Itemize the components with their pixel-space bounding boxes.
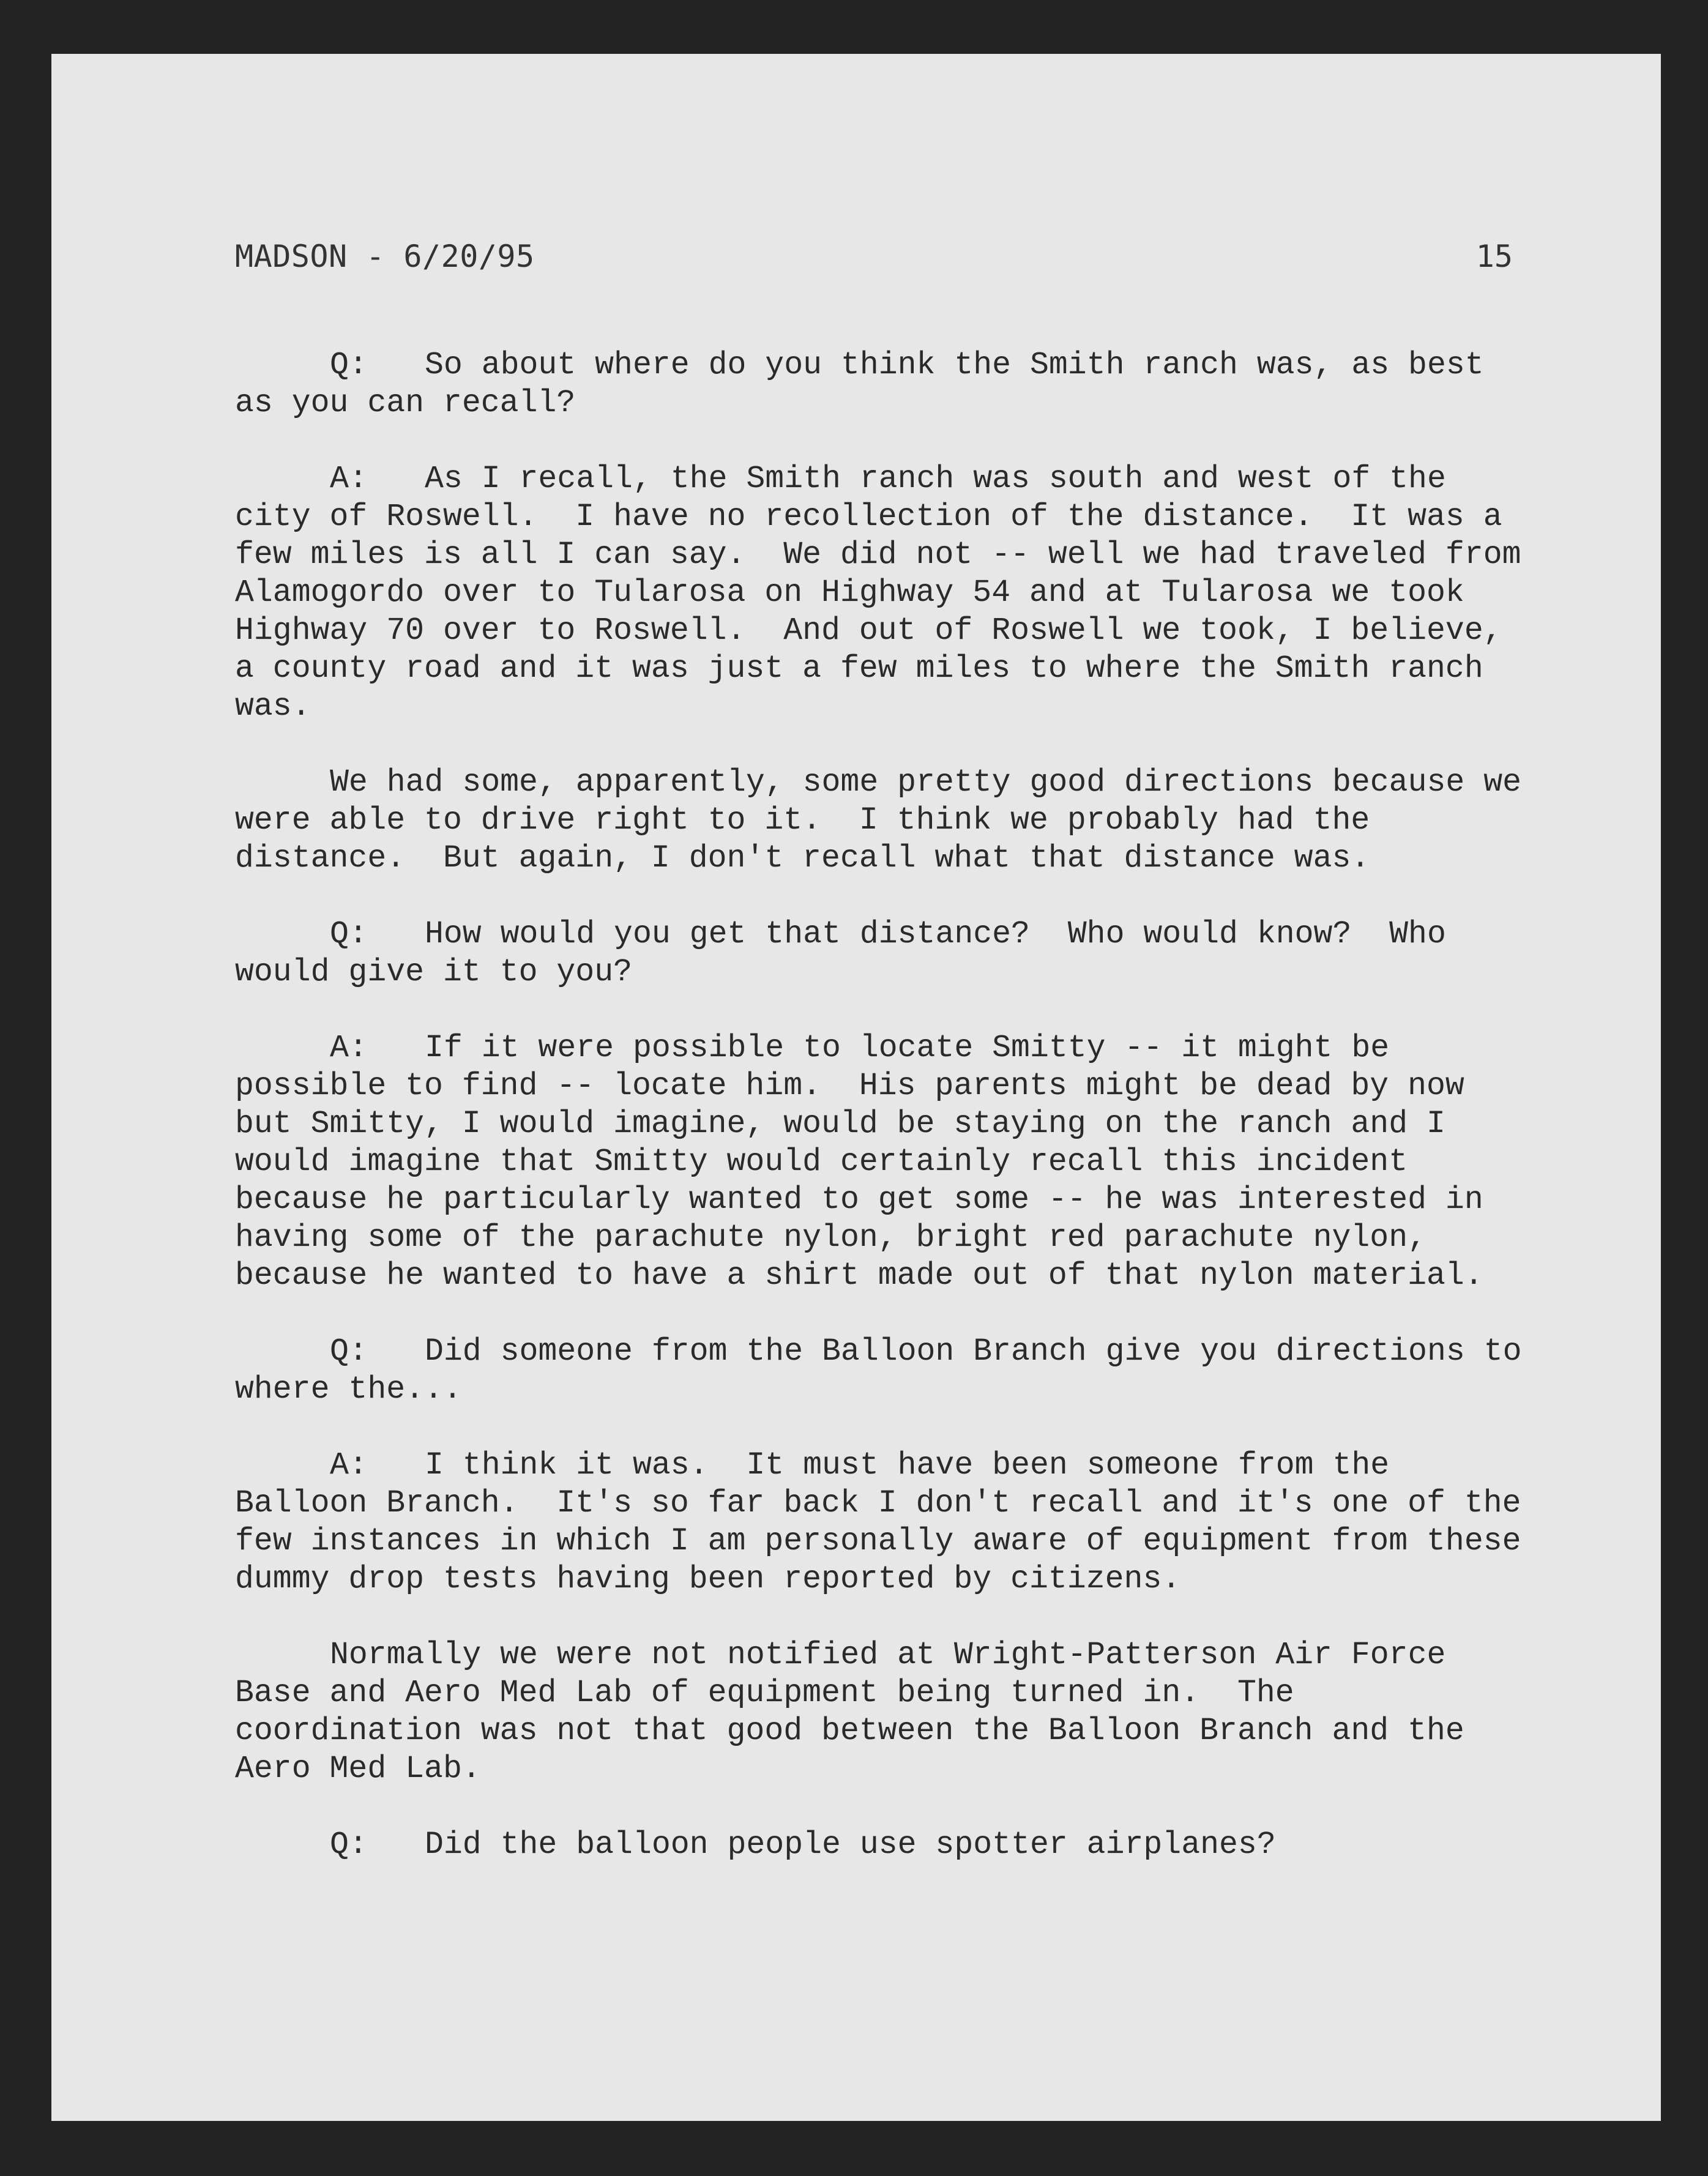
paragraph-text: We had some, apparently, some pretty good directions because we were able to drive right to it. I think we probably had the distance. But again, I don't recall what that distance was. <box>235 765 1540 876</box>
paragraph-text: Normally we were not notified at Wright-Patterson Air Force Base and Aero Med Lab of equipment being turned in. The coordination was not that good between the Balloon Branch and the Aero Med Lab. <box>235 1638 1483 1787</box>
paragraph-text: How would you get that distance? Who would know? Who would give it to you? <box>235 917 1465 990</box>
speaker-label: A: <box>330 461 368 497</box>
speaker-label: A: <box>330 1448 368 1483</box>
paragraph <box>235 1029 1526 1295</box>
paragraph <box>235 1447 1540 1598</box>
paragraph <box>235 1333 1541 1409</box>
document-page <box>51 54 1661 2121</box>
paragraph <box>235 764 1540 877</box>
page-number: 15 <box>1475 239 1513 274</box>
paragraph <box>235 1826 1526 1864</box>
speaker-label: Q: <box>330 1827 368 1863</box>
paragraph-text: If it were possible to locate Smitty -- it might be possible to find -- locate him. His parents might be dead by now but Smitty, I would imagine, would be staying on the ranch and I would imagine that Smitty would certainly recall this incident because he particularly wanted to get some -- he was interested in having some of the parachute nylon, bright red parachute nylon, because he wanted to have a shirt made out of that nylon material. <box>235 1030 1502 1294</box>
paragraph <box>235 1636 1526 1788</box>
paragraph-text: I think it was. It must have been someone from the Balloon Branch. It's so far back I don't recall and it's one of the few instances in which I am personally aware of equipment from these dummy drop tests having been reported by citizens. <box>235 1448 1540 1597</box>
paragraph <box>235 915 1526 991</box>
paragraph-text: So about where do you think the Smith ranch was, as best as you can recall? <box>235 348 1503 421</box>
speaker-label: Q: <box>330 917 368 952</box>
paragraph-text: As I recall, the Smith ranch was south and west of the city of Roswell. I have no recollection of the distance. It was a few miles is all I can say. We did not -- well we had traveled from Alamogordo over to Tularosa on Highway 54 and at Tularosa we took Highway 70 over to Roswell. And out of Roswell we took, I believe, a county road and it was just a few miles to where the Smith ranch was. <box>235 461 1540 725</box>
paragraph <box>235 346 1526 422</box>
paragraph-text: Did the balloon people use spotter airplanes? <box>425 1827 1276 1863</box>
paragraph <box>235 460 1540 726</box>
speaker-label: Q: <box>330 1334 368 1369</box>
paragraph-text: Did someone from the Balloon Branch give you directions to where the... <box>235 1334 1541 1407</box>
speaker-label: A: <box>330 1030 368 1066</box>
speaker-label: Q: <box>330 348 368 383</box>
header-title: MADSON - 6/20/95 <box>235 239 535 274</box>
transcript-body <box>235 346 1541 1902</box>
